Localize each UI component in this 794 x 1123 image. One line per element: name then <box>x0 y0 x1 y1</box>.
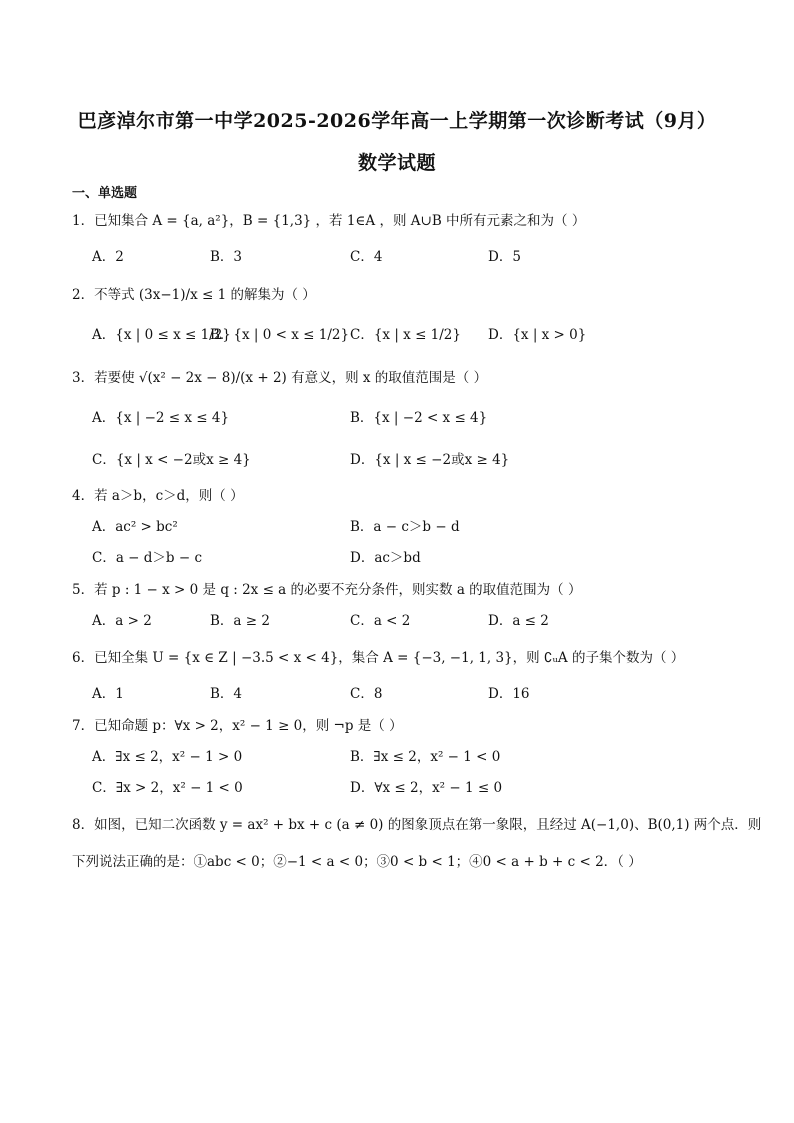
q6-option-d[interactable]: D．16 <box>488 686 530 702</box>
q3-option-d[interactable]: D．{x | x ≤ −2或x ≥ 4} <box>350 452 510 468</box>
question-5-stem: 5．若 p : 1 − x > 0 是 q : 2x ≤ a 的必要不充分条件，则实数 a 的取值范围为（ ） <box>72 582 582 598</box>
q5-option-d[interactable]: D．a ≤ 2 <box>488 613 549 629</box>
q6-option-a[interactable]: A．1 <box>92 686 124 702</box>
q5-option-a[interactable]: A．a > 2 <box>92 613 152 629</box>
q4-option-b[interactable]: B．a − c＞b − d <box>350 519 460 535</box>
section-heading: 一、单选题 <box>72 186 138 201</box>
page-title: 巴彦淖尔市第一中学2025-2026学年高一上学期第一次诊断考试（9月） <box>77 110 717 132</box>
question-2-stem: 2．不等式 (3x−1)/x ≤ 1 的解集为（ ） <box>72 287 316 303</box>
question-6-stem: 6．已知全集 U = {x ∈ Z | −3.5 < x < 4}，集合 A = {−3, −1, 1, 3}，则 ∁ᵤA 的子集个数为（ ） <box>72 650 685 666</box>
q6-option-b[interactable]: B．4 <box>210 686 243 702</box>
q1-option-b[interactable]: B．3 <box>210 249 243 265</box>
q5-option-c[interactable]: C．a < 2 <box>350 613 411 629</box>
q2-option-d[interactable]: D．{x | x > 0} <box>488 327 587 343</box>
q1-option-a[interactable]: A．2 <box>92 249 124 265</box>
q2-option-b[interactable]: B．{x | 0 < x ≤ 1/2} <box>210 327 350 343</box>
question-8-stem-line2: 下列说法正确的是：①abc < 0；②−1 < a < 0；③0 < b < 1；④0 < a + b + c < 2．（ ） <box>72 854 642 870</box>
q7-option-c[interactable]: C．∃x > 2，x² − 1 < 0 <box>92 780 243 796</box>
q1-option-c[interactable]: C．4 <box>350 249 383 265</box>
q3-option-c[interactable]: C．{x | x < −2或x ≥ 4} <box>92 452 251 468</box>
q4-option-a[interactable]: A．ac² > bc² <box>92 519 178 535</box>
q5-option-b[interactable]: B．a ≥ 2 <box>210 613 270 629</box>
question-4-stem: 4．若 a＞b，c＞d，则（ ） <box>72 488 244 504</box>
page-subtitle: 数学试题 <box>357 152 436 174</box>
q7-option-a[interactable]: A．∃x ≤ 2，x² − 1 > 0 <box>92 749 243 765</box>
q7-option-b[interactable]: B．∃x ≤ 2，x² − 1 < 0 <box>350 749 501 765</box>
q2-option-a[interactable]: A．{x | 0 ≤ x ≤ 1/2} <box>92 327 231 343</box>
question-7-stem: 7．已知命题 p：∀x > 2，x² − 1 ≥ 0，则 ¬p 是（ ） <box>72 718 403 734</box>
q2-option-c[interactable]: C．{x | x ≤ 1/2} <box>350 327 461 343</box>
q4-option-d[interactable]: D．ac＞bd <box>350 550 421 566</box>
q3-option-a[interactable]: A．{x | −2 ≤ x ≤ 4} <box>92 410 230 426</box>
question-3-stem: 3．若要使 √(x² − 2x − 8)/(x + 2) 有意义，则 x 的取值范围是（ ） <box>72 370 488 386</box>
question-8-stem: 8．如图，已知二次函数 y = ax² + bx + c (a ≠ 0) 的图象顶点在第一象限，且经过 A(−1,0)、B(0,1) 两个点．则 <box>72 817 762 833</box>
question-1-stem: 1．已知集合 A = {a, a²}，B = {1,3} ，若 1∈A ，则 A∪B 中所有元素之和为（ ） <box>72 213 586 229</box>
q7-option-d[interactable]: D．∀x ≤ 2，x² − 1 ≤ 0 <box>350 780 503 796</box>
q4-option-c[interactable]: C．a − d＞b − c <box>92 550 203 566</box>
q3-option-b[interactable]: B．{x | −2 < x ≤ 4} <box>350 410 488 426</box>
q6-option-c[interactable]: C．8 <box>350 686 383 702</box>
q1-option-d[interactable]: D．5 <box>488 249 521 265</box>
